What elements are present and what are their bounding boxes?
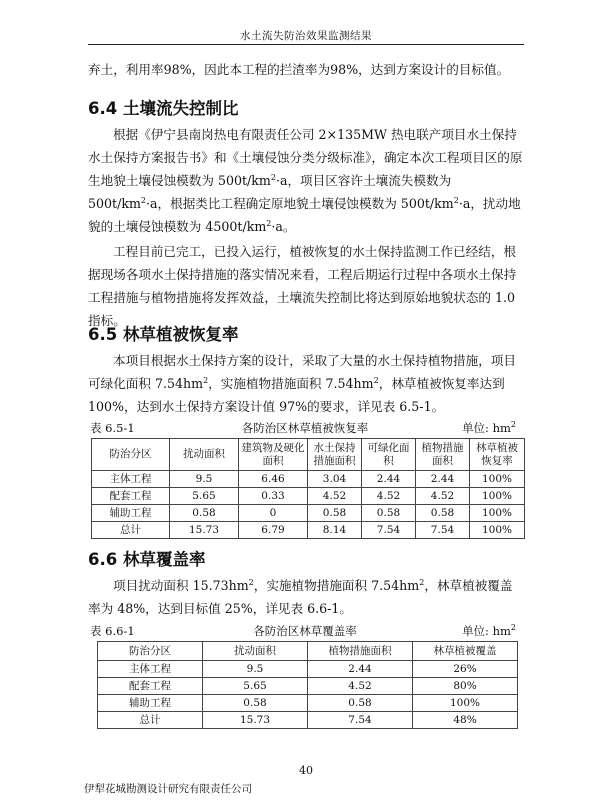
table-6-5-1-title: 各防治区林草植被恢复率 <box>241 421 369 435</box>
table-cell: 4.52 <box>416 488 470 505</box>
table-cell: 9.5 <box>170 471 239 488</box>
footer-company: 伊犁花城勘测设计研究有限责任公司 <box>84 783 252 795</box>
table-row <box>92 471 525 488</box>
table-row-total <box>92 522 525 539</box>
table-cell: 4.52 <box>308 678 413 695</box>
table-row <box>98 661 518 678</box>
table-cell: 0 <box>239 505 308 522</box>
header-rule <box>88 44 524 45</box>
table-cell: 5.65 <box>170 488 239 505</box>
table-6-6-1-id: 表 6.6-1 <box>90 624 135 638</box>
table-cell: 配套工程 <box>92 488 170 505</box>
table-row-total <box>98 712 518 729</box>
running-header: 水土流失防治效果监测结果 <box>240 30 372 42</box>
table-header-row <box>92 439 525 471</box>
table-cell: 15.73 <box>203 712 308 729</box>
table-cell: 7.54 <box>362 522 416 539</box>
table-cell: 0.58 <box>203 695 308 712</box>
table-cell: 2.44 <box>362 471 416 488</box>
paragraph-6-6-1: 项目扰动面积 $15.73hm^2$，实施植物措施面积 $7.54hm^2$，林草植被覆盖率为 48%，达到目标值 25%，详见表 6.6-1。 <box>88 577 513 616</box>
table-cell: 总计 <box>98 712 203 729</box>
table-cell: 100% <box>470 505 525 522</box>
table-cell: 100% <box>470 471 525 488</box>
header-cell: 扰动面积 <box>203 642 308 661</box>
page-number: 40 <box>299 764 313 777</box>
table-cell: 100% <box>470 522 525 539</box>
table-cell: 2.44 <box>308 661 413 678</box>
paragraph-6-4-1: 根据《伊宁县南岗热电有限责任公司 2×135MW 热电联产项目水土保持水土保持方案报告书》和《土壤侵蚀分类分级标准》，确定本次工程项目区的原生地貌土壤侵蚀模数为 $500t/km^2\cdot a$，项目区容许土壤流失模数为 $500t/km^2\cdot a$，根据类比工程确定原地貌土壤侵蚀模数为 $500t/km^2\cdot a$，扰动地貌的土壤侵蚀模数为 $4500t/km^2\cdot a$。 <box>88 127 523 234</box>
header-cell: 林草植被覆盖 <box>413 642 518 661</box>
header-cell: 水土保持措施面积 <box>308 439 362 471</box>
table-row <box>92 505 525 522</box>
table-cell: 主体工程 <box>92 471 170 488</box>
table-6-5-1 <box>91 438 525 539</box>
header-cell: 可绿化面积 <box>362 439 416 471</box>
table-6-6-1 <box>97 641 518 729</box>
table-cell: 4.52 <box>362 488 416 505</box>
table-cell: 0.33 <box>239 488 308 505</box>
table-cell: 3.04 <box>308 471 362 488</box>
header-cell: 建筑物及硬化面积 <box>239 439 308 471</box>
table-cell: 辅助工程 <box>92 505 170 522</box>
header-cell: 植物措施面积 <box>416 439 470 471</box>
paragraph-6-4-2: 工程目前已完工，已投入运行，植被恢复的水土保持监测工作已经结，根据现场各项水土保持措施的落实情况来看，工程后期运行过程中各项水土保持工程措施与植物措施将发挥效益，土壤流失控制比将达到原始地貌状态的 1.0 指标。 <box>88 244 517 328</box>
table-cell: 辅助工程 <box>98 695 203 712</box>
heading-6-4: 6.4 土壤流失控制比 <box>88 99 239 118</box>
table-6-5-1-unit: 单位: $hm^2$ <box>462 420 516 435</box>
table-6-6-1-caption <box>90 623 520 639</box>
table-cell: 48% <box>413 712 518 729</box>
table-cell: 100% <box>413 695 518 712</box>
table-cell: 6.46 <box>239 471 308 488</box>
table-6-6-1-title: 各防治区林草覆盖率 <box>253 624 357 638</box>
table-cell: 总计 <box>92 522 170 539</box>
header-cell: 防治分区 <box>98 642 203 661</box>
table-cell: 7.54 <box>308 712 413 729</box>
table-cell: 5.65 <box>203 678 308 695</box>
table-cell: 7.54 <box>416 522 470 539</box>
table-6-6-1-unit: 单位: $hm^2$ <box>462 623 516 638</box>
table-cell: 0.58 <box>308 505 362 522</box>
table-cell: 配套工程 <box>98 678 203 695</box>
table-row <box>92 488 525 505</box>
table-cell: 80% <box>413 678 518 695</box>
table-header-row <box>98 642 518 661</box>
table-cell: 6.79 <box>239 522 308 539</box>
heading-6-5: 6.5 林草植被恢复率 <box>88 325 239 344</box>
table-cell: 0.58 <box>170 505 239 522</box>
header-cell: 植物措施面积 <box>308 642 413 661</box>
table-cell: 8.14 <box>308 522 362 539</box>
table-row <box>98 678 518 695</box>
table-cell: 主体工程 <box>98 661 203 678</box>
table-6-5-1-id: 表 6.5-1 <box>90 421 135 435</box>
table-cell: 2.44 <box>416 471 470 488</box>
table-cell: 0.58 <box>416 505 470 522</box>
paragraph-6-5-1: 本项目根据水土保持方案的设计，采取了大量的水土保持植物措施，项目可绿化面积 $7.54hm^2$，实施植物措施面积 $7.54hm^2$，林草植被恢复率达到 100%，达到水土保持方案设计值 97%的要求，详见表 6.5-1。 <box>88 353 516 414</box>
table-row <box>98 695 518 712</box>
header-cell: 扰动面积 <box>170 439 239 471</box>
header-cell: 林草植被恢复率 <box>470 439 525 471</box>
intro-paragraph: 弃土，利用率98%，因此本工程的拦渣率为98%，达到方案设计的目标值。 <box>88 62 510 77</box>
header-cell: 防治分区 <box>92 439 170 471</box>
table-cell: 100% <box>470 488 525 505</box>
table-cell: 15.73 <box>170 522 239 539</box>
table-cell: 4.52 <box>308 488 362 505</box>
table-cell: 26% <box>413 661 518 678</box>
table-cell: 0.58 <box>362 505 416 522</box>
table-cell: 0.58 <box>308 695 413 712</box>
table-6-5-1-caption <box>90 420 520 436</box>
table-cell: 9.5 <box>203 661 308 678</box>
heading-6-6: 6.6 林草覆盖率 <box>88 550 206 569</box>
